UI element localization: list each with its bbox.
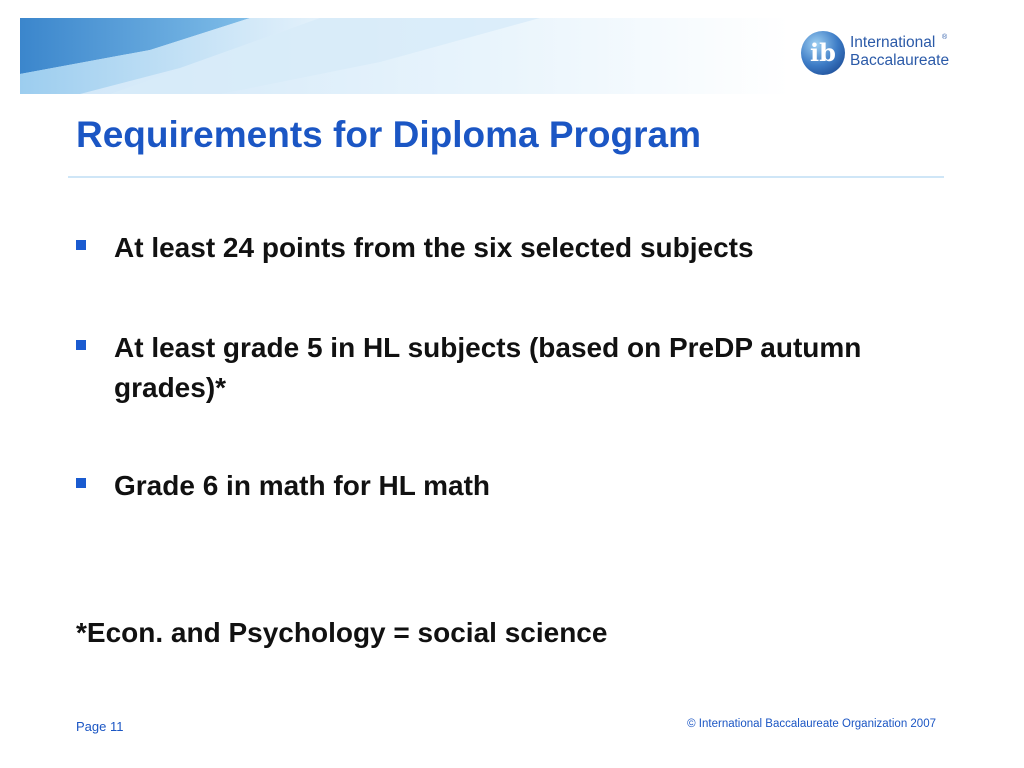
registered-mark: ® [942,34,948,41]
bullet-text: At least grade 5 in HL subjects (based on PreDP autumn grades)* [114,332,862,403]
logo-line-1: International [850,34,936,51]
bullet-item [76,466,490,506]
ib-logo [800,30,960,80]
bullet-item [76,228,754,268]
bullet-text: Grade 6 in math for HL math [114,470,490,501]
ib-logo-icon [800,30,846,76]
bullet-text: At least 24 points from the six selected subjects [114,232,754,263]
page-number: Page 11 [76,719,124,734]
square-bullet-icon [76,478,86,488]
copyright-notice: © International Baccalaureate Organization 2007 [687,718,936,730]
logo-wordmark [850,34,949,70]
bullet-item [76,328,914,408]
slide-title: Requirements for Diploma Program [76,114,702,155]
title-divider [68,176,944,178]
header-banner-graphic [20,18,790,94]
footnote: *Econ. and Psychology = social science [76,617,608,648]
square-bullet-icon [76,340,86,350]
logo-line-2: Baccalaureate [850,52,950,69]
logo-mark-text: ib [810,38,836,67]
square-bullet-icon [76,240,86,250]
